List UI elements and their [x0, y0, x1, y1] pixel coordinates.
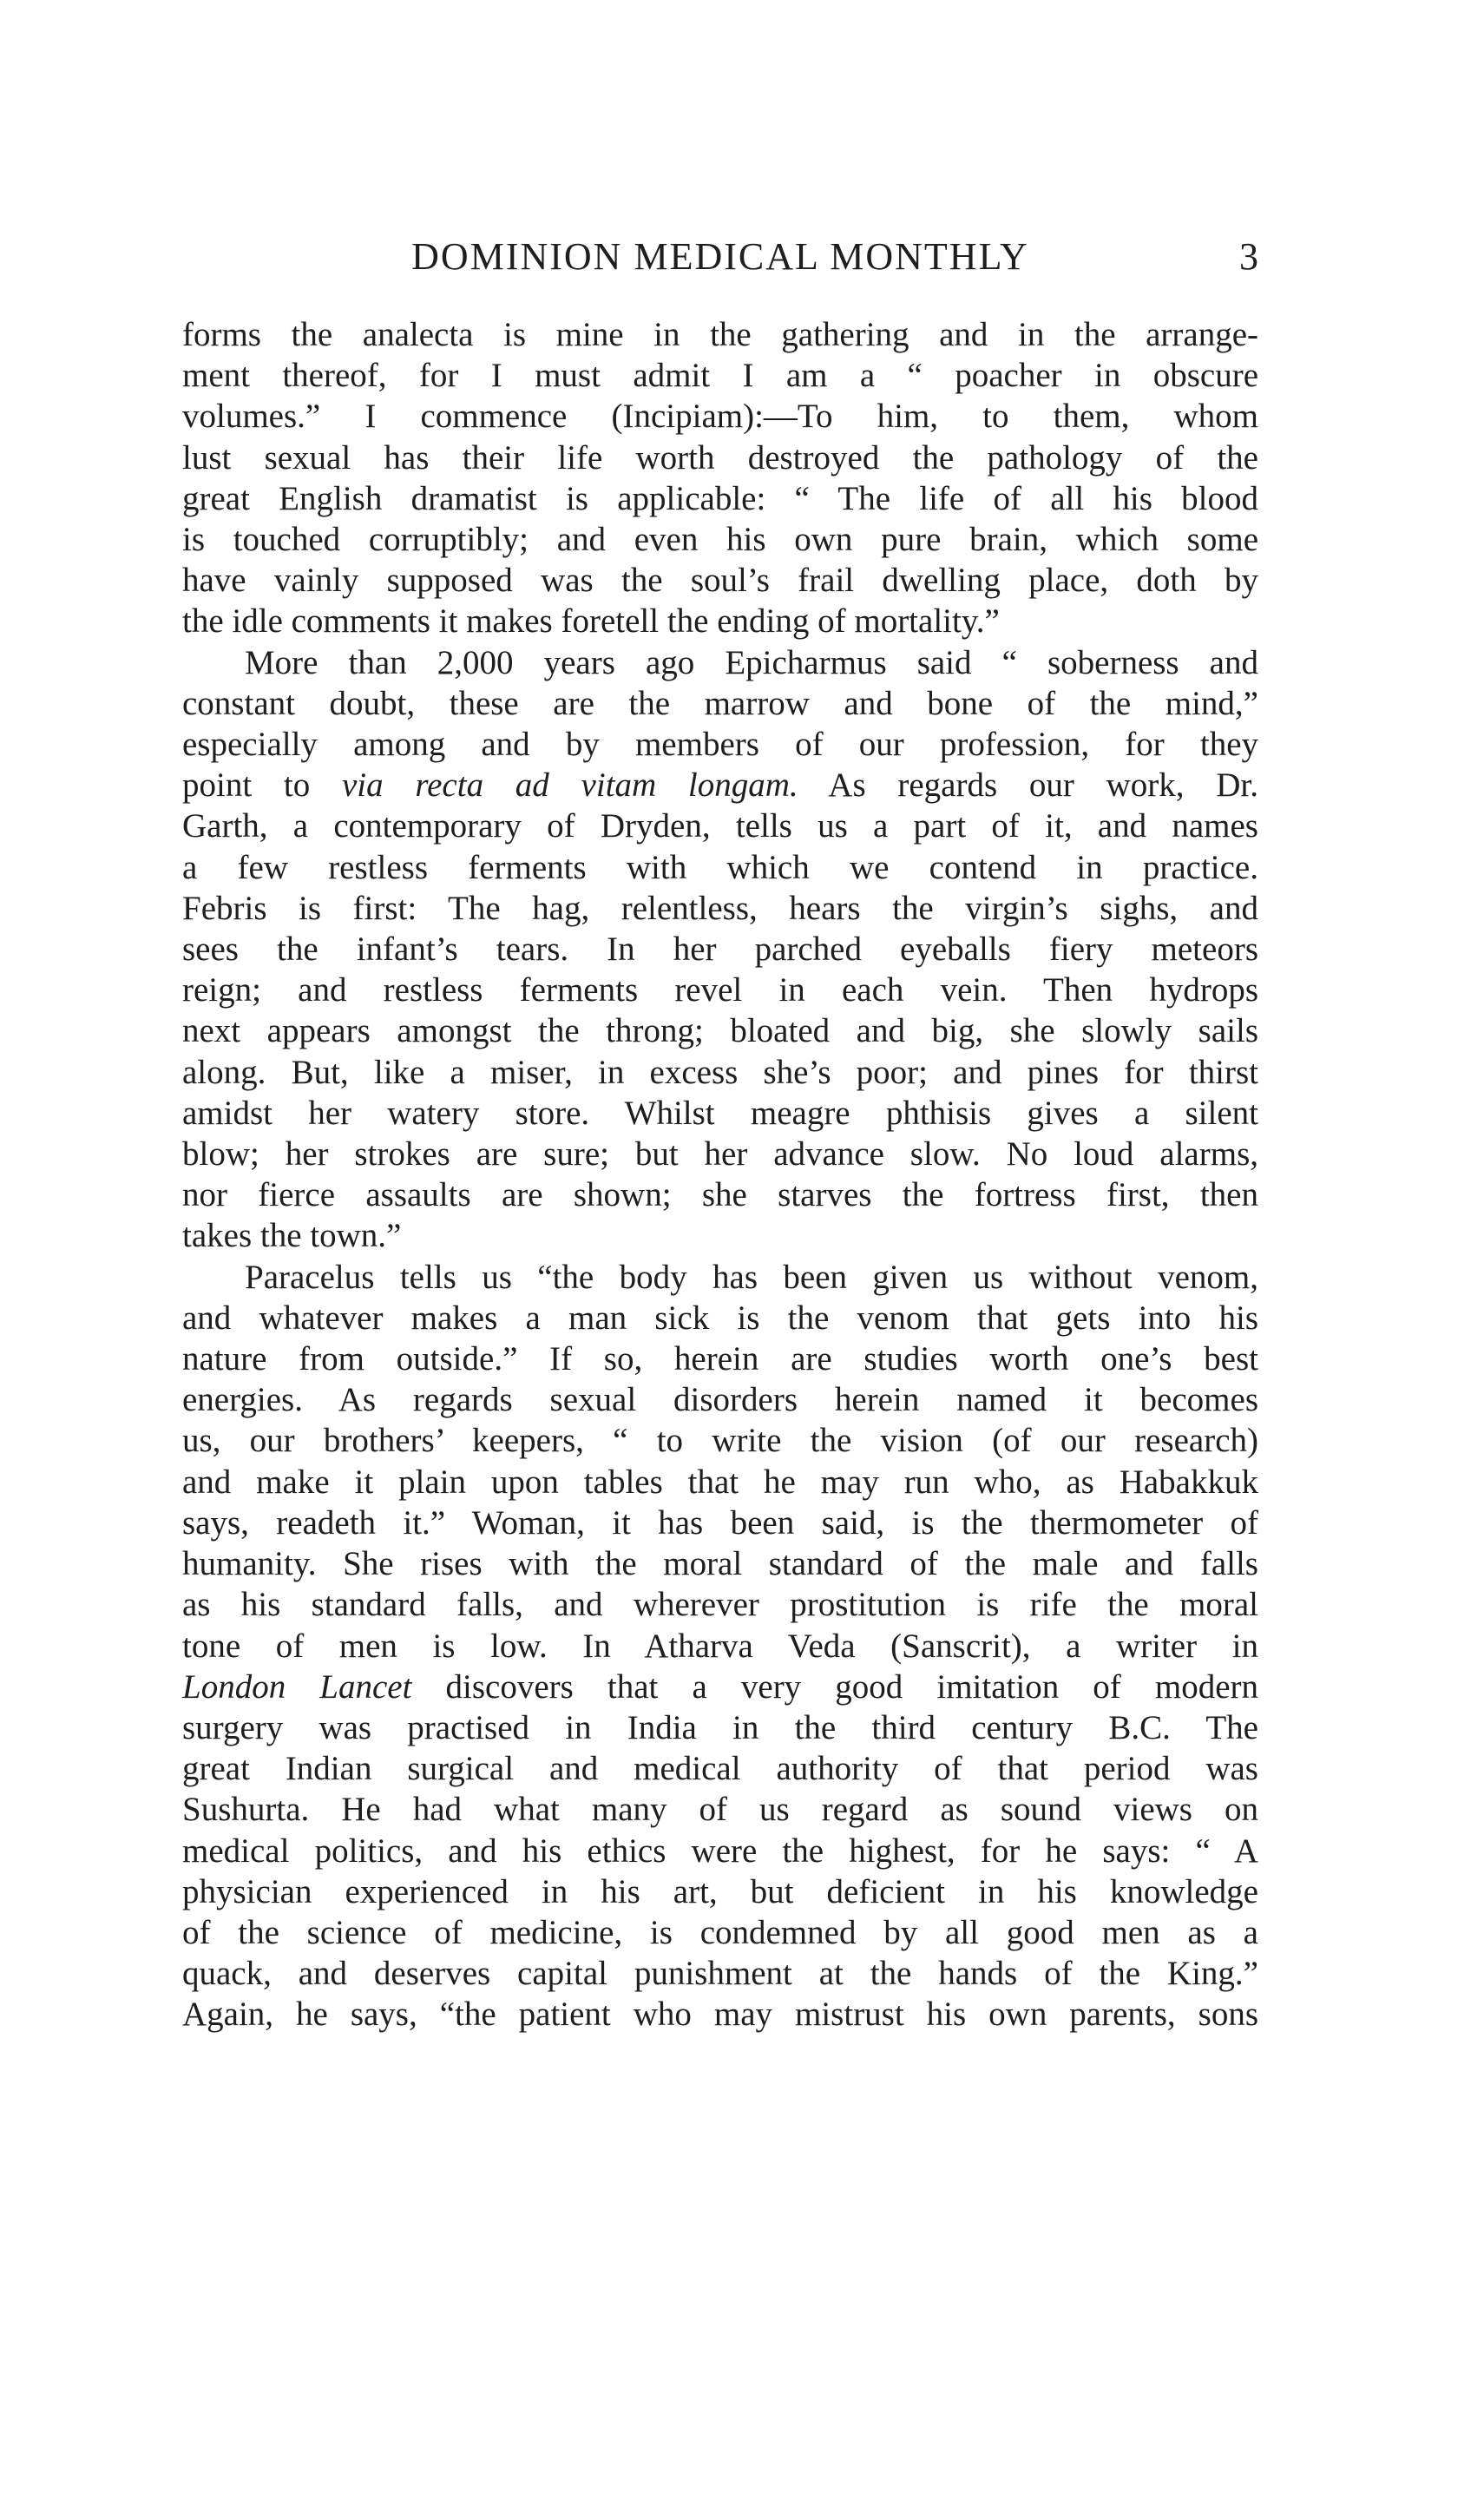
text-line: great English dramatist is applicable: “ The life of all his blood [182, 479, 1258, 517]
text-line: the idle comments it makes foretell the ending of mortality.” [182, 602, 1000, 641]
page-number: 3 [1239, 235, 1258, 278]
text-line: physician experienced in his art, but deficient in his knowledge [182, 1872, 1258, 1910]
running-head [182, 234, 1258, 286]
text-line-with-italic [182, 765, 1258, 806]
text-line: takes the town.” [182, 1217, 402, 1255]
text-line: Sushurta. He had what many of us regard as sound views on [182, 1791, 1258, 1829]
body-text [182, 314, 1258, 2035]
text-line: have vainly supposed was the soul’s frail dwelling place, doth by [182, 562, 1258, 600]
text-line: and whatever makes a man sick is the venom that gets into his [182, 1299, 1258, 1337]
paragraph-2 [182, 642, 1258, 1257]
paragraph-3 [182, 1257, 1258, 2035]
text-line: us, our brothers’ keepers, “ to write the vision (of our research) [182, 1422, 1258, 1460]
text-line: reign; and restless ferments revel in each vein. Then hydrops [182, 971, 1258, 1009]
text-line: volumes.” I commence (Incipiam):—To him, to them, whom [182, 398, 1258, 436]
text-line: says, readeth it.” Woman, it has been said, is the thermometer of [182, 1503, 1258, 1542]
text-line: great Indian surgical and medical authority of that period was [182, 1750, 1258, 1788]
text-line: constant doubt, these are the marrow and bone of the mind,” [182, 684, 1258, 722]
text-line: tone of men is low. In Atharva Veda (Sanscrit), a writer in [182, 1627, 1258, 1665]
text-line: sees the infant’s tears. In her parched eyeballs fiery meteors [182, 930, 1258, 969]
text-line: nor fierce assaults are shown; she starves the fortress first, then [182, 1176, 1258, 1214]
text-line: surgery was practised in India in the third century B.C. The [182, 1708, 1258, 1746]
text-line: quack, and deserves capital punishment at the hands of the King.” [182, 1955, 1258, 1993]
text-run: point to [182, 766, 342, 805]
text-run: As regards our work, Dr. [798, 766, 1258, 805]
text-line: and make it plain upon tables that he may run who, as Habakkuk [182, 1463, 1258, 1501]
text-line: humanity. She rises with the moral standard of the male and falls [182, 1545, 1258, 1583]
text-line: of the science of medicine, is condemned by all good men as a [182, 1913, 1258, 1951]
text-line: as his standard falls, and wherever prostitution is rife the moral [182, 1586, 1258, 1624]
italic-latin-phrase: via recta ad vitam longam. [342, 766, 798, 805]
text-line-with-italic [182, 1667, 1258, 1707]
text-line: is touched corruptibly; and even his own pure brain, which some [182, 521, 1258, 559]
text-line: forms the analecta is mine in the gathering and in the arrange- [182, 316, 1258, 353]
text-line: Garth, a contemporary of Dryden, tells us a part of it, and names [182, 807, 1258, 845]
text-line: next appears amongst the throng; bloated and big, she slowly sails [182, 1012, 1258, 1050]
text-line: Again, he says, “the patient who may mistrust his own parents, sons [182, 1996, 1258, 2034]
text-run: discovers that a very good imitation of modern [411, 1667, 1258, 1706]
text-line: amidst her watery store. Whilst meagre phthisis gives a silent [182, 1094, 1258, 1132]
text-line: Paracelus tells us “the body has been given us without venom, [245, 1258, 1258, 1296]
text-line: along. But, like a miser, in excess she’s poor; and pines for thirst [182, 1053, 1258, 1091]
text-line: especially among and by members of our profession, for they [182, 726, 1258, 764]
text-line: More than 2,000 years ago Epicharmus said “ soberness and [245, 643, 1258, 681]
paragraph-1 [182, 314, 1258, 642]
text-line: blow; her strokes are sure; but her advance slow. No loud alarms, [182, 1135, 1258, 1174]
text-line: ment thereof, for I must admit I am a “ poacher in obscure [182, 357, 1258, 395]
text-line: lust sexual has their life worth destroyed the pathology of the [182, 438, 1258, 477]
text-line: Febris is first: The hag, relentless, hears the virgin’s sighs, and [182, 889, 1258, 927]
text-line: energies. As regards sexual disorders herein named it becomes [182, 1381, 1258, 1419]
text-line: a few restless ferments with which we contend in practice. [182, 848, 1258, 886]
italic-journal-name: London Lancet [182, 1667, 412, 1706]
journal-title: DOMINION MEDICAL MONTHLY [411, 235, 1029, 278]
text-line: medical politics, and his ethics were the highest, for he says: “ A [182, 1831, 1258, 1870]
text-line: nature from outside.” If so, herein are studies worth one’s best [182, 1340, 1258, 1378]
